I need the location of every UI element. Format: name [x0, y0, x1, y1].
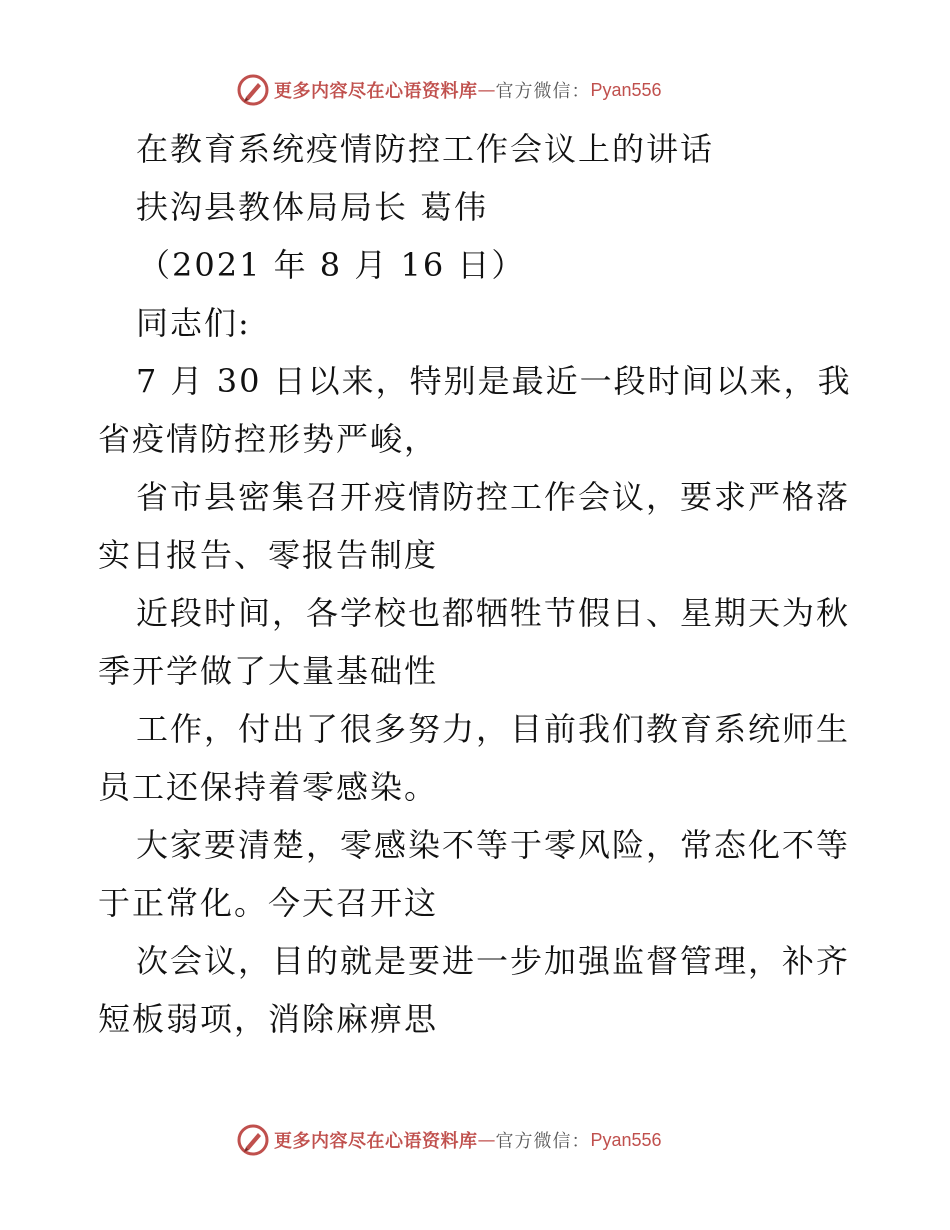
- document-title: 在教育系统疫情防控工作会议上的讲话: [136, 130, 715, 168]
- banner-brand: 更多内容尽在心语资料库: [274, 1131, 478, 1152]
- paragraph-line: 于正常化。今天召开这: [98, 884, 439, 922]
- banner-dash: —: [477, 1129, 496, 1151]
- banner-label: 官方微信：: [495, 1131, 591, 1152]
- paragraph-line: 省疫情防控形势严峻，: [98, 420, 439, 458]
- document-body: [98, 120, 858, 1048]
- paragraph: [98, 352, 858, 468]
- banner-dash: —: [477, 79, 496, 101]
- paragraph-line: 次会议，目的就是要进一步加强监督管理，补齐: [136, 942, 851, 980]
- paragraph-line: 近段时间，各学校也都牺牲节假日、星期天为秋: [136, 594, 851, 632]
- paragraph-line: 实日报告、零报告制度: [98, 536, 439, 574]
- paragraph-line: 季开学做了大量基础性: [98, 652, 439, 690]
- pen-logo-icon: [236, 73, 270, 107]
- paragraph-line: 7 月 30 日以来，特别是最近一段时间以来，我: [136, 362, 852, 400]
- banner-brand: 更多内容尽在心语资料库: [274, 81, 478, 102]
- paragraph-line: 大家要清楚，零感染不等于零风险，常态化不等: [136, 826, 851, 864]
- document-salutation: 同志们:: [136, 304, 251, 342]
- paragraph: [98, 584, 858, 700]
- paragraph: [98, 932, 858, 1048]
- watermark-banner-bottom: [236, 1122, 756, 1158]
- pen-logo-icon: [236, 1123, 270, 1157]
- paragraph: [98, 700, 858, 816]
- banner-wechat-id: Pyan556: [590, 79, 662, 100]
- banner-wechat-id: Pyan556: [590, 1129, 662, 1150]
- paragraph: [98, 816, 858, 932]
- document-author: 扶沟县教体局局长 葛伟: [136, 188, 489, 226]
- paragraph-line: 短板弱项，消除麻痹思: [98, 1000, 439, 1038]
- watermark-banner-top: [236, 72, 756, 108]
- paragraph-line: 工作，付出了很多努力，目前我们教育系统师生: [136, 710, 851, 748]
- paragraph-line: 员工还保持着零感染。: [98, 768, 439, 806]
- banner-label: 官方微信：: [495, 81, 591, 102]
- document-date: （2021 年 8 月 16 日）: [138, 246, 526, 284]
- paragraph-line: 省市县密集召开疫情防控工作会议，要求严格落: [136, 478, 851, 516]
- paragraph: [98, 468, 858, 584]
